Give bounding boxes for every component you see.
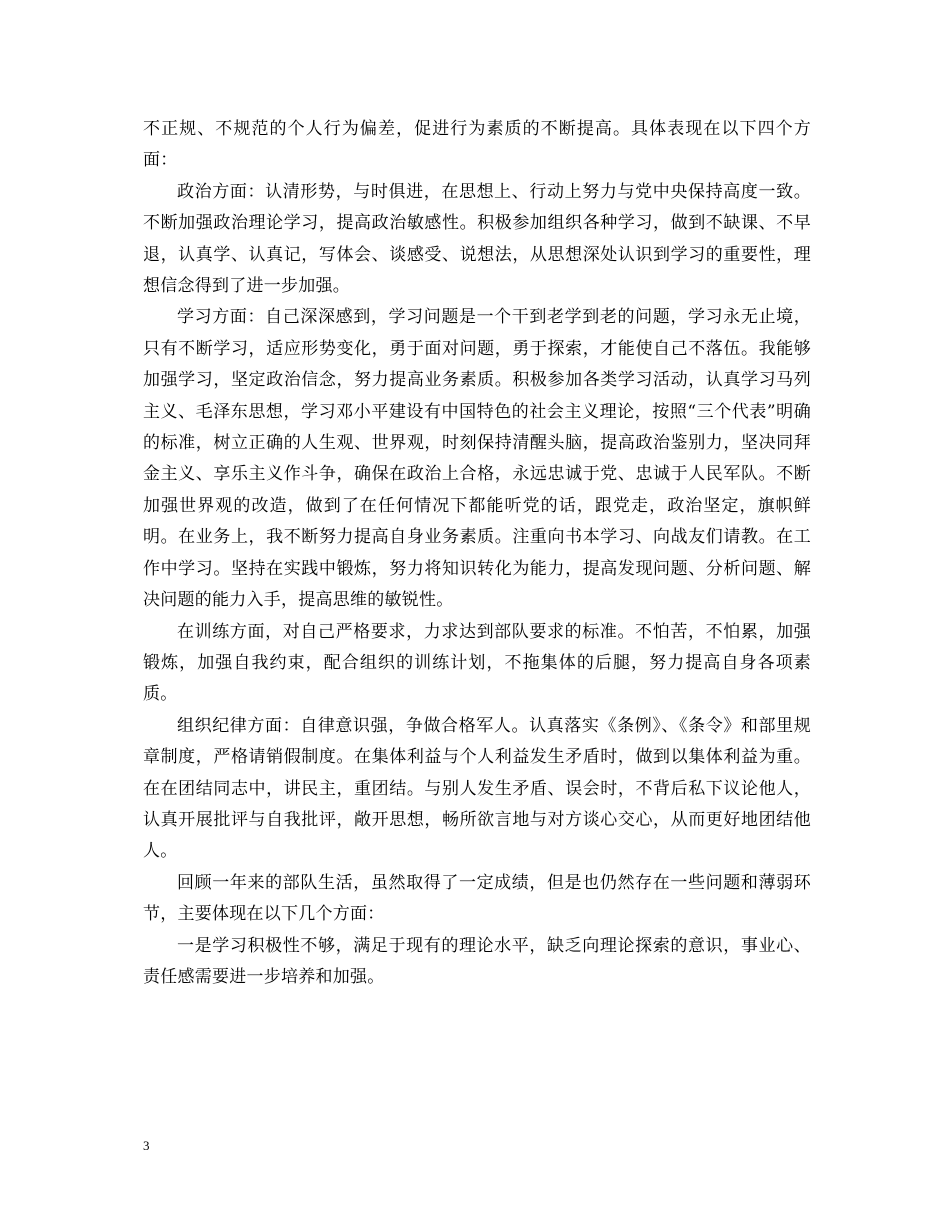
page-body — [143, 114, 811, 993]
paragraph-continuation: 不正规、不规范的个人行为偏差，促进行为素质的不断提高。具体表现在以下四个方面： — [143, 119, 811, 171]
paragraph-discipline: 组织纪律方面：自律意识强，争做合格军人。认真落实《条例》、《条令》和部里规章制度，严格请销假制度。在集体利益与个人利益发生矛盾时，做到以集体利益为重。在在团结同志中，讲民主，重团结。与别人发生矛盾、误会时，不背后私下议论他人，认真开展批评与自我批评，敞开思想，畅所欲言地与对方谈心交心，从而更好地团结他人。 — [143, 715, 811, 862]
paragraph-issue-one: 一是学习积极性不够，满足于现有的理论水平，缺乏向理论探索的意识，事业心、责任感需要进一步培养和加强。 — [143, 935, 811, 987]
paragraph-training: 在训练方面，对自己严格要求，力求达到部队要求的标准。不怕苦，不怕累，加强锻炼，加强自我约束，配合组织的训练计划，不拖集体的后腿，努力提高自身各项素质。 — [143, 621, 811, 705]
page-number: 3 — [143, 1138, 150, 1153]
paragraph-review: 回顾一年来的部队生活，虽然取得了一定成绩，但是也仍然存在一些问题和薄弱环节，主要体现在以下几个方面： — [143, 872, 811, 925]
paragraph-politics: 政治方面：认清形势，与时俱进，在思想上、行动上努力与党中央保持高度一致。不断加强政治理论学习，提高政治敏感性。积极参加组织各种学习，做到不缺课、不早退，认真学、认真记，写体会、谈感受、说想法，从思想深处认识到学习的重要性，理想信念得到了进一步加强。 — [143, 181, 811, 297]
paragraph-study: 学习方面：自己深深感到，学习问题是一个干到老学到老的问题，学习永无止境，只有不断学习，适应形势变化，勇于面对问题，勇于探索，才能使自己不落伍。我能够加强学习，坚定政治信念，努力提高业务素质。积极参加各类学习活动，认真学习马列主义、毛泽东思想，学习邓小平建设有中国特色的社会主义理论，按照“三个代表”明确的标准，树立正确的人生观、世界观，时刻保持清醒头脑，提高政治鉴别力，坚决同拜金主义、享乐主义作斗争，确保在政治上合格，永远忠诚于党、忠诚于人民军队。不断加强世界观的改造，做到了在任何情况下都能听党的话，跟党走，政治坚定，旗帜鲜明。在业务上，我不断努力提高自身业务素质。注重向书本学习、向战友们请教。在工作中学习。坚持在实践中锻炼，努力将知识转化为能力，提高发现问题、分析问题、解决问题的能力入手，提高思维的敏锐性。 — [143, 307, 811, 611]
